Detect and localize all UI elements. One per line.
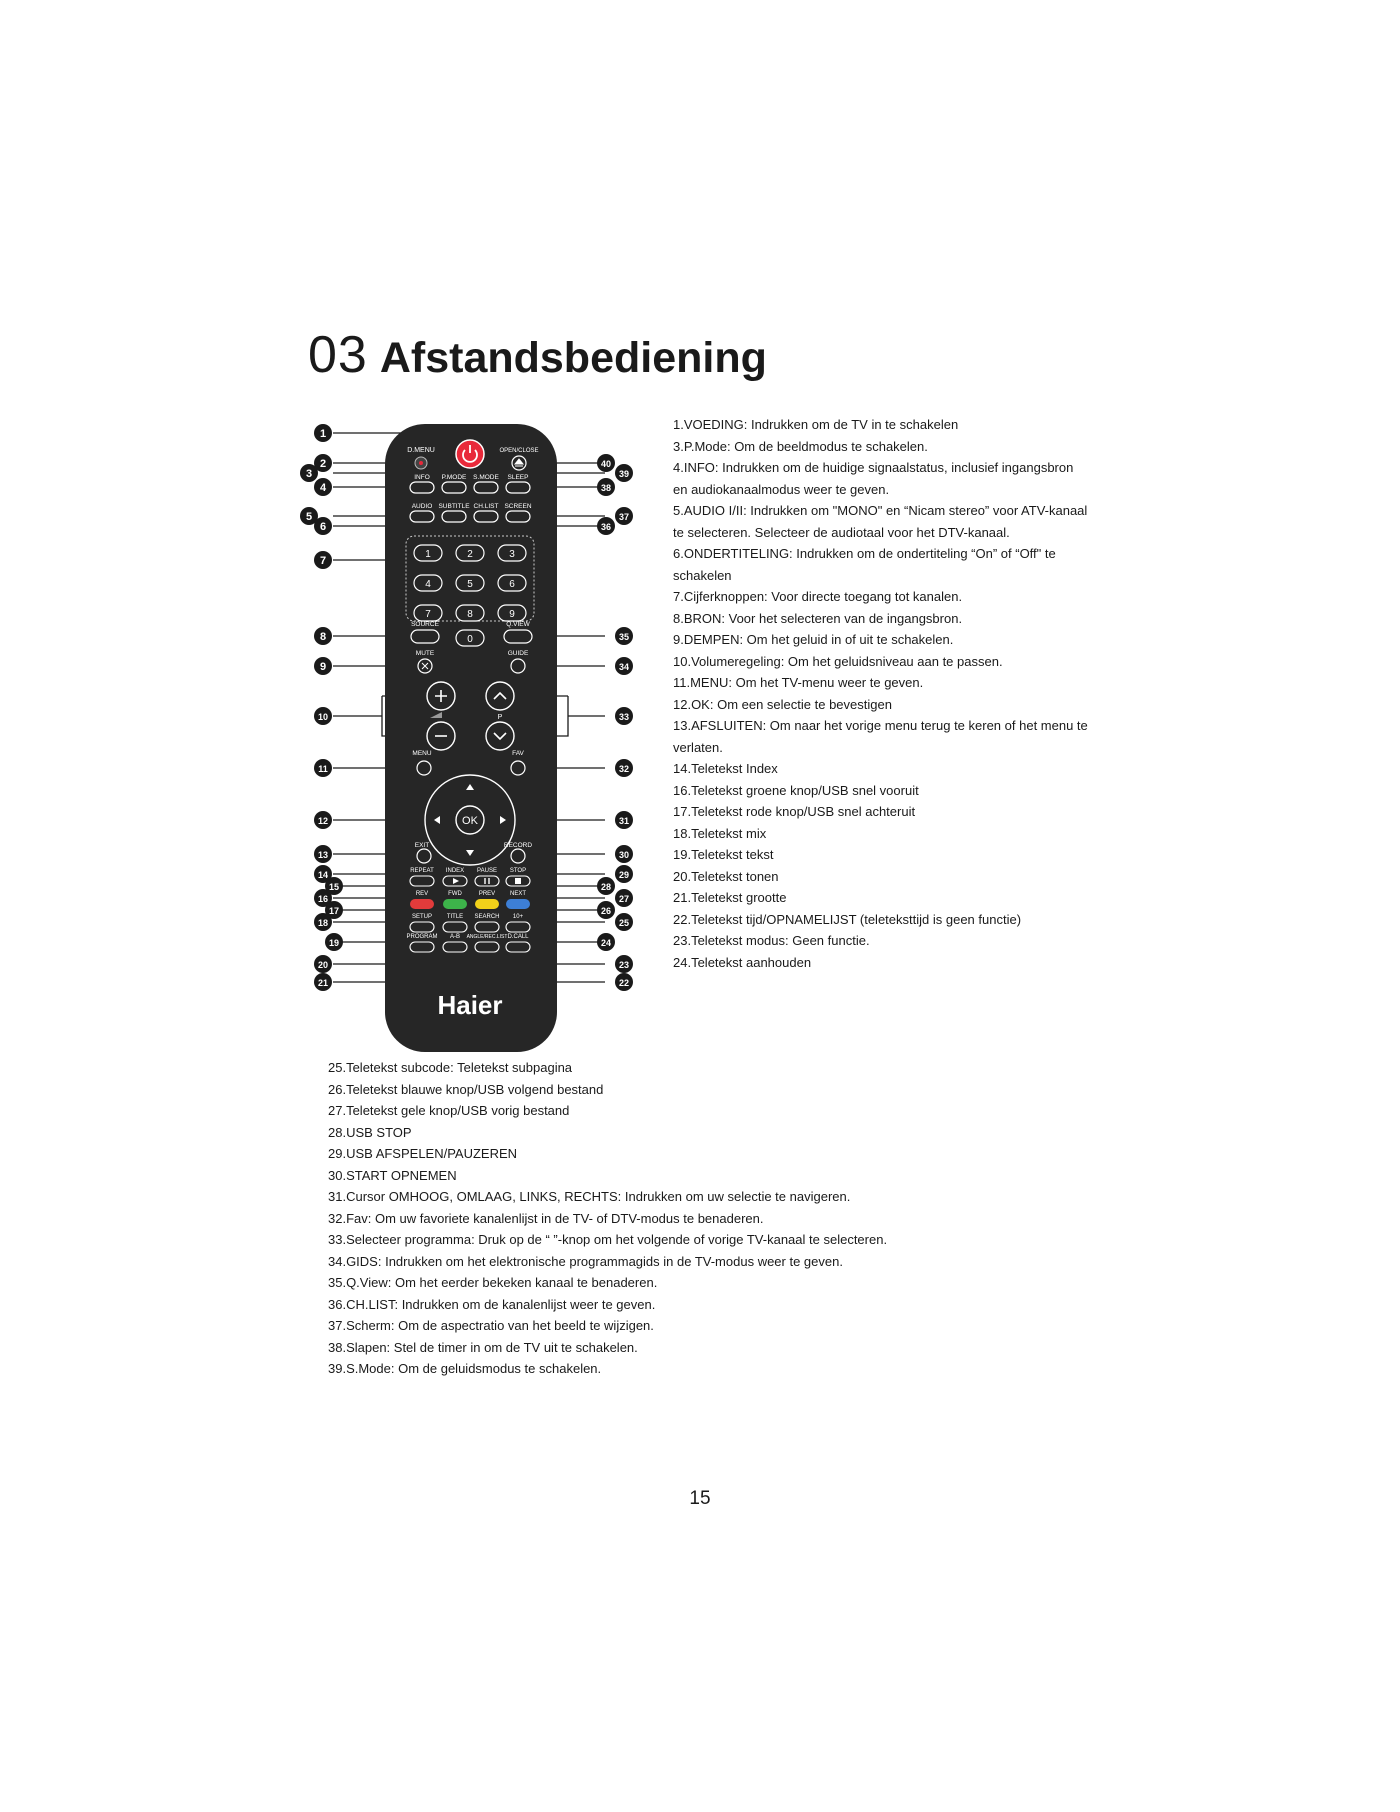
callout-label: 37 [618,512,630,522]
label-qview: Q.VIEW [506,621,530,628]
audio-button[interactable] [410,511,434,522]
callout-label: 28 [600,882,612,892]
callout-label: 24 [600,938,612,948]
label-prev: PREV [478,891,496,897]
source-button[interactable] [411,630,439,643]
section-number: 03 [308,326,368,384]
description-line: 36.CH.LIST: Indrukken om de kanalenlijst weer te geven. [328,1296,656,1312]
description-line: 16.Teletekst groene knop/USB snel vooruit [673,782,919,798]
callout-label: 17 [328,906,340,916]
yellow-button[interactable] [475,899,499,909]
pause-button[interactable] [475,876,499,886]
description-line: 29.USB AFSPELEN/PAUZEREN [328,1146,518,1161]
callout-label: 25 [618,918,630,928]
description-line: 23.Teletekst modus: Geen functie. [673,933,870,948]
title-button[interactable] [443,922,467,932]
callout-label: 38 [600,483,612,493]
subtitle-button[interactable] [442,511,466,522]
label-audio: AUDIO [411,503,433,510]
description-line: 21.Teletekst grootte [673,890,787,905]
description-list-right [673,414,1093,973]
label-guide: GUIDE [507,650,529,657]
callout-label: 32 [618,764,630,774]
program-down-button[interactable] [486,722,514,750]
callout-label: 2 [319,458,327,470]
remote-control-figure [300,420,640,1056]
digit-label: 2 [467,549,473,560]
description-line: 38.Slapen: Stel de timer in om de TV uit te schakelen. [328,1339,638,1355]
callout-label: 14 [317,870,329,880]
callout-label: 36 [600,522,612,532]
pmode-button[interactable] [442,482,466,493]
description-line: 4.INFO: Indrukken om de huidige signaalstatus, inclusief ingangsbron [673,460,1074,475]
description-line: 26.Teletekst blauwe knop/USB volgend bestand [328,1081,604,1097]
description-line: 3.P.Mode: Om de beeldmodus te schakelen. [673,438,928,454]
callout-label: 6 [319,521,327,533]
label-rev: REV [415,891,429,897]
label-fwd: FWD [448,891,462,897]
description-line: 35.Q.View: Om het eerder bekeken kanaal te benaderen. [328,1275,658,1290]
description-line: 7.Cijferknoppen: Voor directe toegang tot kanalen. [673,589,963,604]
callout-label: 29 [618,870,630,880]
callout-label: 5 [305,511,313,523]
info-button[interactable] [410,482,434,493]
description-line: 18.Teletekst mix [673,825,767,841]
callout-label: 4 [319,482,327,494]
description-line: 10.Volumeregeling: Om het geluidsniveau aan te passen. [673,653,1003,669]
callout-label: 7 [319,555,327,567]
description-list-bottom [328,1057,1088,1380]
label-dmenu: D.MENU [407,447,435,454]
digit-label: 6 [509,579,515,590]
callout-label: 18 [317,918,329,928]
description-line: 8.BRON: Voor het selecteren van de ingangsbron. [673,610,963,626]
label-repeat: REPEAT [410,868,434,874]
description-line: 9.DEMPEN: Om het geluid in of uit te schakelen. [673,632,954,647]
digit-label: 0 [467,634,473,645]
dmenu-icon [419,461,423,465]
description-line: 20.Teletekst tonen [673,868,779,884]
label-record: RECORD [503,842,533,849]
label-smode: S.MODE [473,474,499,481]
label-program: PROGRAM [406,934,438,940]
callout-label: 1 [319,428,327,440]
label-dcall: D.CALL [507,934,529,940]
chlist-button[interactable] [474,511,498,522]
description-line: schakelen [673,567,732,583]
callout-label: 34 [618,662,630,672]
label-sleep: SLEEP [507,474,529,481]
description-line: 19.Teletekst tekst [673,847,774,862]
label-chlist: CH.LIST [473,503,499,510]
qview-button[interactable] [504,630,532,643]
description-line: 22.Teletekst tijd/OPNAMELIJST (teleteksttijd is geen functie) [673,911,1022,927]
screen-button[interactable] [506,511,530,522]
label-subtitle: SUBTITLE [438,503,470,510]
label-tenplus: 10+ [512,914,524,920]
digit-label: 3 [509,549,515,560]
repeat-button[interactable] [410,876,434,886]
label-p: P [497,714,503,721]
label-anglereclist: ANGLE/REC.LIST [466,934,508,940]
description-line: 12.OK: Om een selectie te bevestigen [673,696,892,712]
fav-button[interactable] [511,761,525,775]
label-ok: OK [462,815,478,827]
callout-label: 9 [319,661,327,673]
callout-label: 40 [600,459,612,469]
label-ab: A-B [449,934,461,940]
label-exit: EXIT [414,842,430,849]
description-line: 24.Teletekst aanhouden [673,954,812,970]
description-line: verlaten. [673,739,723,755]
label-search: SEARCH [474,914,500,920]
page-number: 15 [689,1488,711,1509]
exit-button[interactable] [417,849,431,863]
callout-label: 27 [618,894,630,904]
callout-label: 31 [618,816,630,826]
callout-label: 35 [618,632,630,642]
callout-label: 11 [318,764,328,774]
stop-icon [515,878,521,884]
green-button[interactable] [443,899,467,909]
label-pause: PAUSE [477,868,497,874]
power-button[interactable] [456,440,484,468]
setup-button[interactable] [410,922,434,932]
program-up-button[interactable] [486,682,514,710]
callout-label: 21 [317,978,329,988]
callout-label: 23 [618,960,630,970]
description-line: 25.Teletekst subcode: Teletekst subpagina [328,1060,573,1075]
label-next: NEXT [509,891,527,897]
section-heading [308,325,767,385]
description-line: 1.VOEDING: Indrukken om de TV in te schakelen [673,417,959,432]
label-pmode: P.MODE [441,474,467,481]
callout-label: 8 [319,631,327,643]
digit-label: 9 [509,609,515,620]
label-stop: STOP [509,868,527,874]
menu-button[interactable] [417,761,431,775]
description-line: 11.MENU: Om het TV-menu weer te geven. [673,675,924,690]
dcall-button[interactable] [506,942,530,952]
label-title: TITLE [446,914,464,920]
description-line: 28.USB STOP [328,1124,412,1140]
digit-label: 7 [425,609,431,620]
callout-label: 20 [317,960,329,970]
digit-label: 8 [467,609,473,620]
description-line: 34.GIDS: Indrukken om het elektronische programmagids in de TV-modus weer te geven. [328,1253,843,1269]
ab-button[interactable] [443,942,467,952]
callout-label: 12 [317,816,329,826]
callout-label: 33 [618,712,630,722]
description-line: 14.Teletekst Index [673,761,778,776]
brand-logo: Haier [437,990,503,1020]
callout-label: 13 [317,850,329,860]
digit-label: 1 [425,549,431,560]
record-button[interactable] [511,849,525,863]
callout-label: 30 [618,850,630,860]
program-button[interactable] [410,942,434,952]
label-menu: MENU [412,750,432,757]
description-line: te selecteren. Selecteer de audiotaal voor het DTV-kanaal. [673,524,1010,540]
tenplus-button[interactable] [506,922,530,932]
red-button[interactable] [410,899,434,909]
callout-label: 26 [600,906,612,916]
label-setup: SETUP [411,914,433,920]
description-line: 5.AUDIO I/II: Indrukken om "MONO" en “Nicam stereo” voor ATV-kanaal [673,503,1088,518]
description-line: 33.Selecteer programma: Druk op de “ ”-knop om het volgende of vorige TV-kanaal te selecteren. [328,1232,888,1247]
guide-button[interactable] [511,659,525,673]
description-line: 39.S.Mode: Om de geluidsmodus te schakelen. [328,1361,602,1376]
callout-label: 15 [328,882,340,892]
label-mute: MUTE [415,650,435,657]
label-fav: FAV [512,750,524,757]
smode-button[interactable] [474,482,498,493]
section-title: Afstandsbediening [379,334,767,382]
label-screen: SCREEN [504,503,532,510]
search-button[interactable] [475,922,499,932]
blue-button[interactable] [506,899,530,909]
description-line: 13.AFSLUITEN: Om naar het vorige menu terug te keren of het menu te [673,718,1088,733]
label-openclose: OPEN/CLOSE [499,448,539,454]
callout-label: 39 [618,469,630,479]
description-line: 27.Teletekst gele knop/USB vorig bestand [328,1103,570,1118]
label-info: INFO [414,474,430,481]
description-line: 32.Fav: Om uw favoriete kanalenlijst in de TV- of DTV-modus te benaderen. [328,1210,764,1226]
description-line: 31.Cursor OMHOOG, OMLAAG, LINKS, RECHTS: Indrukken om uw selectie te navigeren. [328,1189,851,1204]
description-line: 37.Scherm: Om de aspectratio van het beeld te wijzigen. [328,1318,654,1333]
callout-label: 3 [305,468,313,480]
description-line: 30.START OPNEMEN [328,1167,457,1183]
callout-label: 22 [618,978,630,988]
description-line: en audiokanaalmodus weer te geven. [673,481,890,497]
description-line: 6.ONDERTITELING: Indrukken om de ondertiteling “On” of “Off" te [673,546,1056,561]
label-index: INDEX [445,868,465,874]
description-line: 17.Teletekst rode knop/USB snel achteruit [673,804,916,819]
sleep-button[interactable] [506,482,530,493]
callout-label: 19 [328,938,340,948]
label-source: SOURCE [411,621,439,628]
anglereclist-button[interactable] [475,942,499,952]
digit-label: 5 [467,579,473,590]
callout-label: 10 [317,712,329,722]
digit-label: 4 [425,579,431,590]
callout-label: 16 [317,894,329,904]
